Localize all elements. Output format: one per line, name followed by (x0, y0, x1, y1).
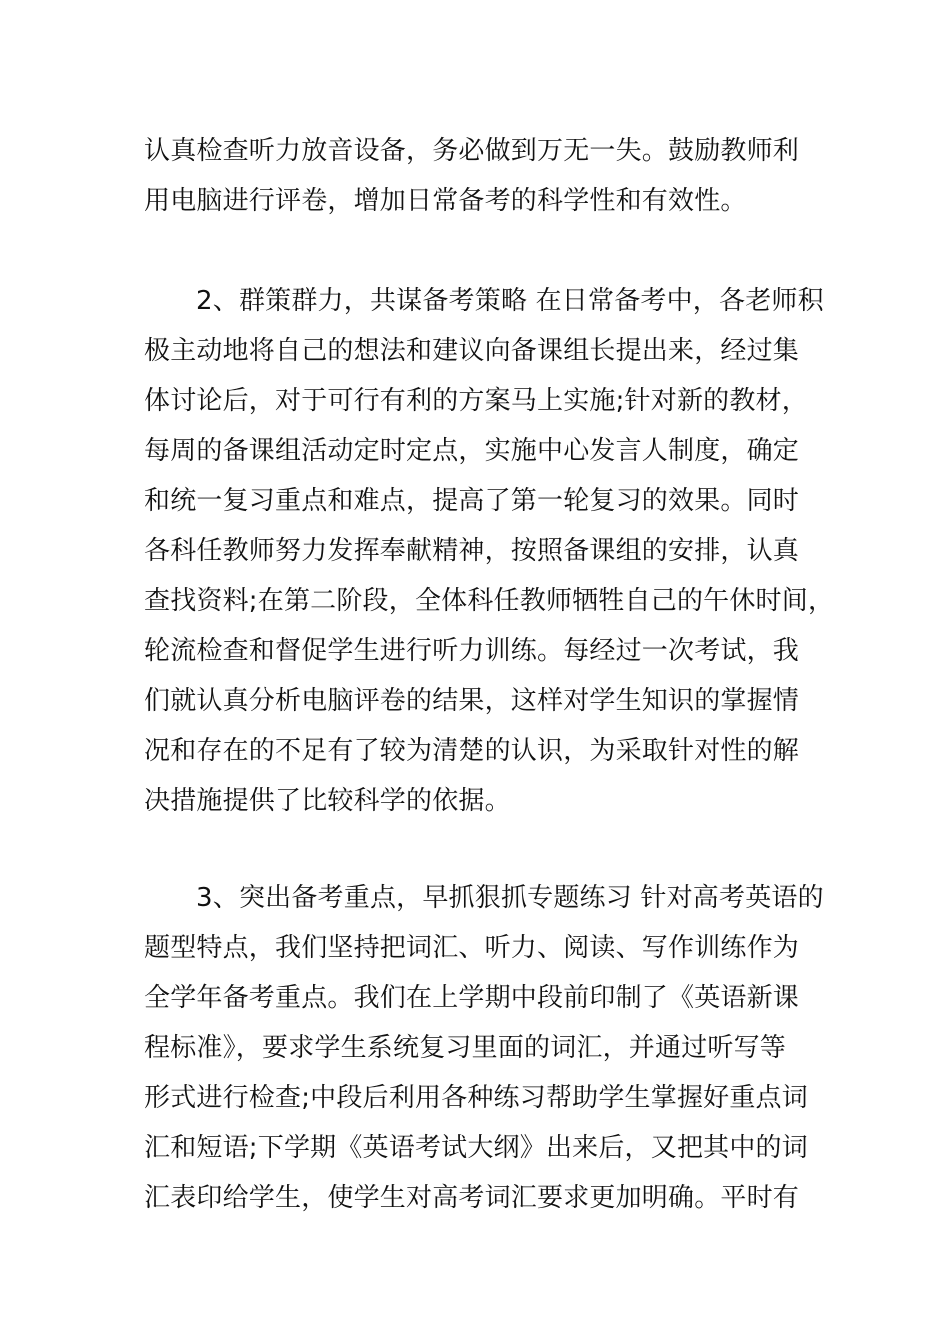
paragraph-3-line-6: 汇和短语;下学期《英语考试大纲》出来后，又把其中的词 (144, 1133, 808, 1163)
paragraph-3-line-3: 全学年备考重点。我们在上学期中段前印制了《英语新课 (144, 983, 800, 1013)
paragraph-3-line-7: 汇表印给学生，使学生对高考词汇要求更加明确。平时有 (144, 1183, 800, 1213)
paragraph-2-line-5: 和统一复习重点和难点，提高了第一轮复习的效果。同时 (144, 486, 800, 516)
paragraph-2-line-6: 各科任教师努力发挥奉献精神，按照备课组的安排，认真 (144, 536, 800, 566)
paragraph-3-line-4: 程标准》，要求学生系统复习里面的词汇，并通过听写等 (144, 1033, 787, 1063)
paragraph-2-line-1: 2、群策群力，共谋备考策略 在日常备考中，各老师积 (196, 286, 824, 316)
paragraph-2-line-4: 每周的备课组活动定时定点，实施中心发言人制度，确定 (144, 436, 800, 466)
paragraph-3-line-1: 3、突出备考重点，早抓狠抓专题练习 针对高考英语的 (196, 883, 824, 913)
paragraph-3-line-2: 题型特点，我们坚持把词汇、听力、阅读、写作训练作为 (144, 933, 800, 963)
paragraph-2-line-11: 决措施提供了比较科学的依据。 (144, 786, 511, 816)
paragraph-1-line-1: 认真检查听力放音设备，务必做到万无一失。鼓励教师利 (144, 136, 800, 166)
paragraph-2-line-3: 体讨论后，对于可行有利的方案马上实施;针对新的教材， (144, 386, 808, 416)
paragraph-3-line-5: 形式进行检查;中段后利用各种练习帮助学生掌握好重点词 (144, 1083, 808, 1113)
paragraph-2-line-2: 极主动地将自己的想法和建议向备课组长提出来，经过集 (144, 336, 800, 366)
paragraph-2-line-9: 们就认真分析电脑评卷的结果，这样对学生知识的掌握情 (144, 686, 800, 716)
paragraph-2-line-7: 查找资料;在第二阶段，全体科任教师牺牲自己的午休时间， (144, 586, 835, 616)
paragraph-2-line-8: 轮流检查和督促学生进行听力训练。每经过一次考试，我 (144, 636, 800, 666)
paragraph-2-line-10: 况和存在的不足有了较为清楚的认识，为采取针对性的解 (144, 736, 800, 766)
paragraph-1-line-2: 用电脑进行评卷，增加日常备考的科学性和有效性。 (144, 186, 747, 216)
